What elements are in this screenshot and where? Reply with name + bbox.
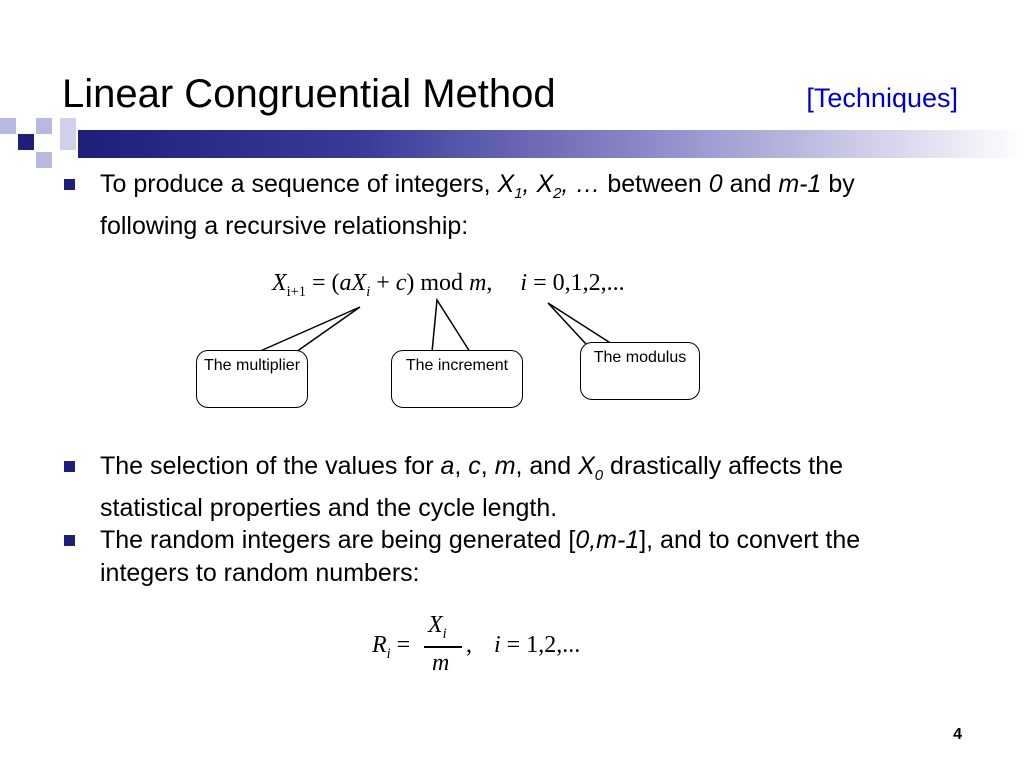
bullet-3: [64, 524, 934, 594]
op: ,: [486, 270, 493, 296]
var: X: [497, 170, 515, 198]
var: m: [469, 270, 487, 296]
text: To produce a sequence of integers,: [100, 170, 498, 198]
callout-modulus: The modulus: [580, 342, 700, 400]
pointer-increment: [432, 300, 470, 352]
slide-tag: [Techniques]: [806, 83, 958, 113]
punct: ,: [522, 170, 537, 198]
var: m: [494, 452, 516, 480]
op: = 1,2,...: [500, 632, 581, 658]
var: X: [272, 270, 287, 296]
op: = (: [305, 270, 340, 296]
eq2-rhs: [466, 632, 580, 659]
text: between: [600, 170, 709, 198]
eq2-denominator: [432, 650, 449, 677]
op: =: [390, 632, 411, 658]
sub: i: [366, 283, 371, 300]
bullet-2-text: [100, 450, 934, 525]
text: by following a recursive relationship:: [100, 170, 855, 240]
op: +: [370, 270, 396, 296]
slide-title: Linear Congruential Method: [62, 72, 556, 116]
sub: 0: [594, 467, 604, 484]
var: m: [432, 650, 450, 676]
pointer-multiplier: [258, 307, 360, 352]
bullet-square-icon: [64, 461, 75, 472]
op: ) mod: [406, 270, 470, 296]
fraction-bar: [424, 646, 462, 648]
var: i: [520, 270, 528, 296]
pointer-modulus: [548, 303, 612, 344]
punct: ,: [480, 452, 495, 480]
text: , and: [515, 452, 579, 480]
text: and: [722, 170, 779, 198]
var: i: [494, 632, 501, 658]
var: c: [468, 452, 481, 480]
callout-multiplier: The multiplier: [196, 350, 308, 408]
ellipsis: , …: [561, 170, 601, 198]
bullet-3-text: [100, 524, 934, 590]
text: The random integers are being generated [: [100, 526, 576, 554]
var: X: [578, 452, 595, 480]
text: ], and to convert the integers to random numbers:: [100, 526, 861, 587]
var: X: [536, 170, 554, 198]
sub: i+1: [286, 283, 306, 300]
var: 0,m-1: [575, 526, 640, 554]
op: = 0,1,2,...: [527, 270, 625, 296]
var: a: [440, 452, 455, 480]
var: a: [339, 270, 352, 296]
text: The selection of the values for: [100, 452, 441, 480]
var: R: [372, 632, 387, 658]
eq2-lhs: [372, 632, 410, 663]
bullet-square-icon: [64, 535, 75, 546]
var: X: [351, 270, 367, 296]
var: c: [395, 270, 407, 296]
sub: 1: [514, 185, 523, 202]
op: ,: [466, 632, 472, 658]
eq2-numerator: [428, 612, 447, 643]
var: m-1: [778, 170, 822, 198]
page-number: 4: [953, 726, 962, 743]
sub: 2: [553, 185, 562, 202]
callout-increment: The increment: [391, 350, 523, 408]
var: 0: [708, 170, 723, 198]
text: drastically affects the statistical properties and the cycle length.: [100, 452, 844, 522]
var: X: [428, 612, 443, 638]
sub: i: [442, 625, 447, 642]
punct: ,: [454, 452, 469, 480]
sub: i: [386, 645, 391, 662]
bullet-2: [64, 450, 934, 520]
